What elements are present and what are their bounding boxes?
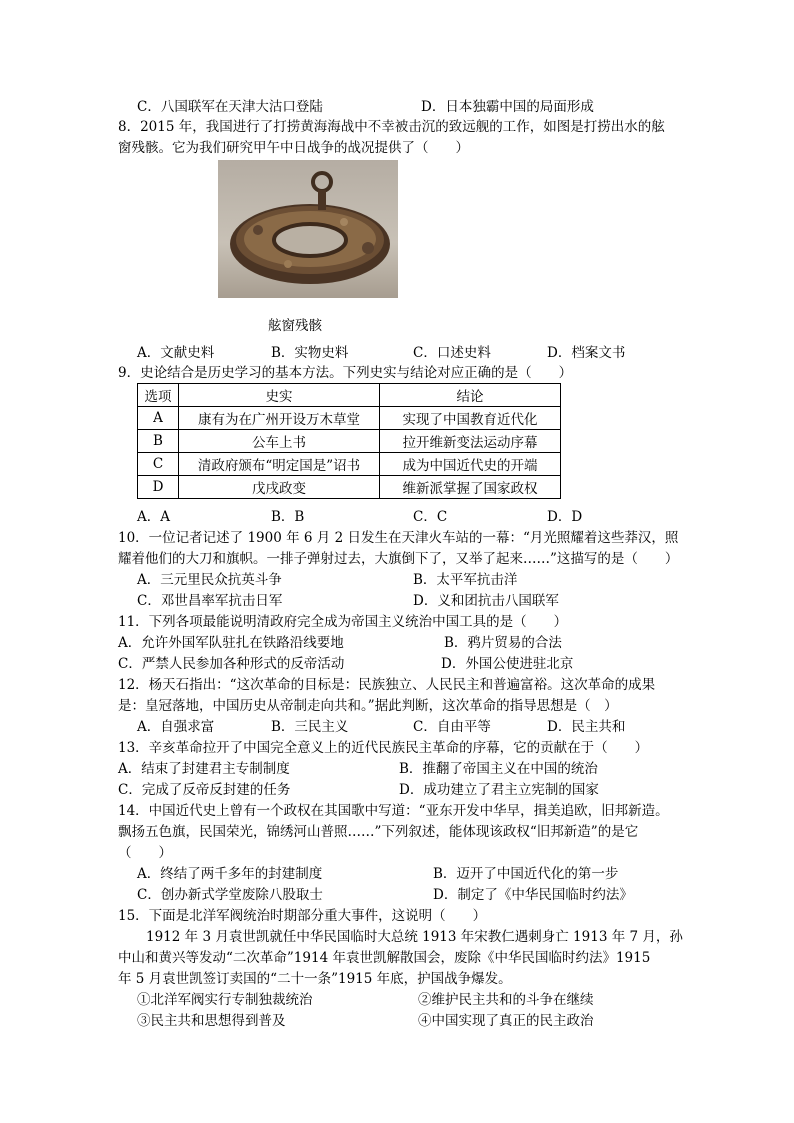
q10-option-a[interactable]: A．三元里民众抗英斗争 [137,572,282,588]
q15-statement-1[interactable]: ①北洋军阀实行专制独裁统治 [137,992,313,1008]
q12-option-d[interactable]: D．民主共和 [547,719,626,735]
q14-stem-line1: 14．中国近代史上曾有一个政权在其国歌中写道：“亚东开发中华早，揖美追欧，旧邦新造。 [118,803,669,819]
row-fact: 公车上书 [179,430,380,453]
q14-option-d[interactable]: D．制定了《中华民国临时约法》 [433,887,633,903]
q15-paragraph-line2: 中山和黄兴等发动“二次革命”1914 年袁世凯解散国会，废除《中华民国临时约法》1915 [118,950,651,966]
row-conclusion: 拉开维新变法运动序幕 [380,430,561,453]
q9-option-a[interactable]: A．A [137,509,170,525]
q11-option-a[interactable]: A．允许外国军队驻扎在铁路沿线要地 [118,635,344,651]
row-fact: 戊戌政变 [179,476,380,499]
q15-paragraph-line1: 1912 年 3 月袁世凯就任中华民国临时大总统 1913 年宋教仁遇刺身亡 1913 年 7 月，孙 [146,929,683,945]
row-label: B [138,430,179,453]
q12-stem-line2: 是：皇冠落地，中国历史从帝制走向共和。”据此判断，这次革命的指导思想是（ ） [118,698,618,714]
q10-option-d[interactable]: D．义和团抗击八国联军 [413,593,559,609]
porthole-wreck-illustration [218,160,398,298]
q8-option-d[interactable]: D．档案文书 [547,345,626,361]
row-conclusion: 实现了中国教育近代化 [380,407,561,430]
q8-option-b[interactable]: B．实物史料 [271,345,349,361]
q7-option-d[interactable]: D．日本独霸中国的局面形成 [421,99,594,115]
q13-option-c[interactable]: C．完成了反帝反封建的任务 [118,782,291,798]
q10-option-c[interactable]: C．邓世昌率军抗击日军 [137,593,283,609]
row-conclusion: 成为中国近代史的开端 [380,453,561,476]
q9-option-c[interactable]: C．C [413,509,448,525]
table-row [138,430,561,453]
table-row [138,476,561,499]
q14-stem-line2: 飘扬五色旗，民国荣光，锦绣河山普照……”下列叙述，能体现该政权“旧邦新造”的是它 [118,824,639,840]
q10-stem-line1: 10．一位记者记述了 1900 年 6 月 2 日发生在天津火车站的一幕：“月光照耀着这些莽汉，照 [118,530,679,546]
q10-option-b[interactable]: B．太平军抗击洋 [413,572,518,588]
header-fact: 史实 [179,384,380,407]
q12-option-a[interactable]: A．自强求富 [137,719,215,735]
q15-statement-2[interactable]: ②维护民主共和的斗争在继续 [418,992,594,1008]
row-fact: 康有为在广州开设万木草堂 [179,407,380,430]
table-row [138,453,561,476]
q14-option-c[interactable]: C．创办新式学堂废除八股取士 [137,887,323,903]
q14-option-a[interactable]: A．终结了两千多年的封建制度 [137,866,323,882]
q12-option-b[interactable]: B．三民主义 [271,719,349,735]
q15-stem: 15．下面是北洋军阀统治时期部分重大事件，这说明（ ） [118,908,487,924]
q12-stem-line1: 12．杨天石指出：“这次革命的目标是：民族独立、人民民主和普遍富裕。这次革命的成果 [118,677,656,693]
row-conclusion: 维新派掌握了国家政权 [380,476,561,499]
q9-table [137,383,561,499]
q12-option-c[interactable]: C．自由平等 [413,719,491,735]
photo-caption: 舷窗残骸 [268,318,322,334]
q8-stem-line2: 窗残骸。它为我们研究甲午中日战争的战况提供了（ ） [118,140,469,156]
header-conclusion: 结论 [380,384,561,407]
q13-option-d[interactable]: D．成功建立了君主立宪制的国家 [399,782,599,798]
porthole-wreck-photo [218,160,398,298]
q15-paragraph-line3: 年 5 月袁世凯签订卖国的“二十一条”1915 年底，护国战争爆发。 [118,971,512,987]
q8-stem-line1: 8．2015 年，我国进行了打捞黄海海战中不幸被击沉的致远舰的工作，如图是打捞出水的舷 [118,119,665,135]
q11-option-d[interactable]: D．外国公使进驻北京 [441,656,574,672]
q13-option-b[interactable]: B．推翻了帝国主义在中国的统治 [399,761,598,777]
row-label: D [138,476,179,499]
q15-statement-3[interactable]: ③民主共和思想得到普及 [137,1013,286,1029]
table-row [138,407,561,430]
q9-option-b[interactable]: B．B [271,509,305,525]
q11-option-b[interactable]: B．鸦片贸易的合法 [444,635,562,651]
q15-statement-4[interactable]: ④中国实现了真正的民主政治 [418,1013,594,1029]
q13-option-a[interactable]: A．结束了封建君主专制制度 [118,761,290,777]
q10-stem-line2: 耀着他们的大刀和旗帜。一排子弹射过去，大旗倒下了，又举了起来……”这描写的是（ ） [118,551,679,567]
q14-option-b[interactable]: B．迈开了中国近代化的第一步 [433,866,619,882]
header-option: 选项 [138,384,179,407]
q14-stem-line3: （ ） [118,845,172,861]
q7-option-c[interactable]: C．八国联军在天津大沽口登陆 [137,99,323,115]
row-label: A [138,407,179,430]
q13-stem: 13．辛亥革命拉开了中国完全意义上的近代民族民主革命的序幕，它的贡献在于（ ） [118,740,649,756]
q11-stem: 11．下列各项最能说明清政府完全成为帝国主义统治中国工具的是（ ） [118,614,568,630]
q9-option-d[interactable]: D．D [547,509,583,525]
q8-option-c[interactable]: C．口述史料 [413,345,491,361]
q11-option-c[interactable]: C．严禁人民参加各种形式的反帝活动 [118,656,345,672]
q8-option-a[interactable]: A．文献史料 [137,345,215,361]
row-label: C [138,453,179,476]
q9-stem: 9．史论结合是历史学习的基本方法。下列史实与结论对应正确的是（ ） [118,365,573,381]
table-header-row [138,384,561,407]
row-fact: 清政府颁布“明定国是”诏书 [179,453,380,476]
